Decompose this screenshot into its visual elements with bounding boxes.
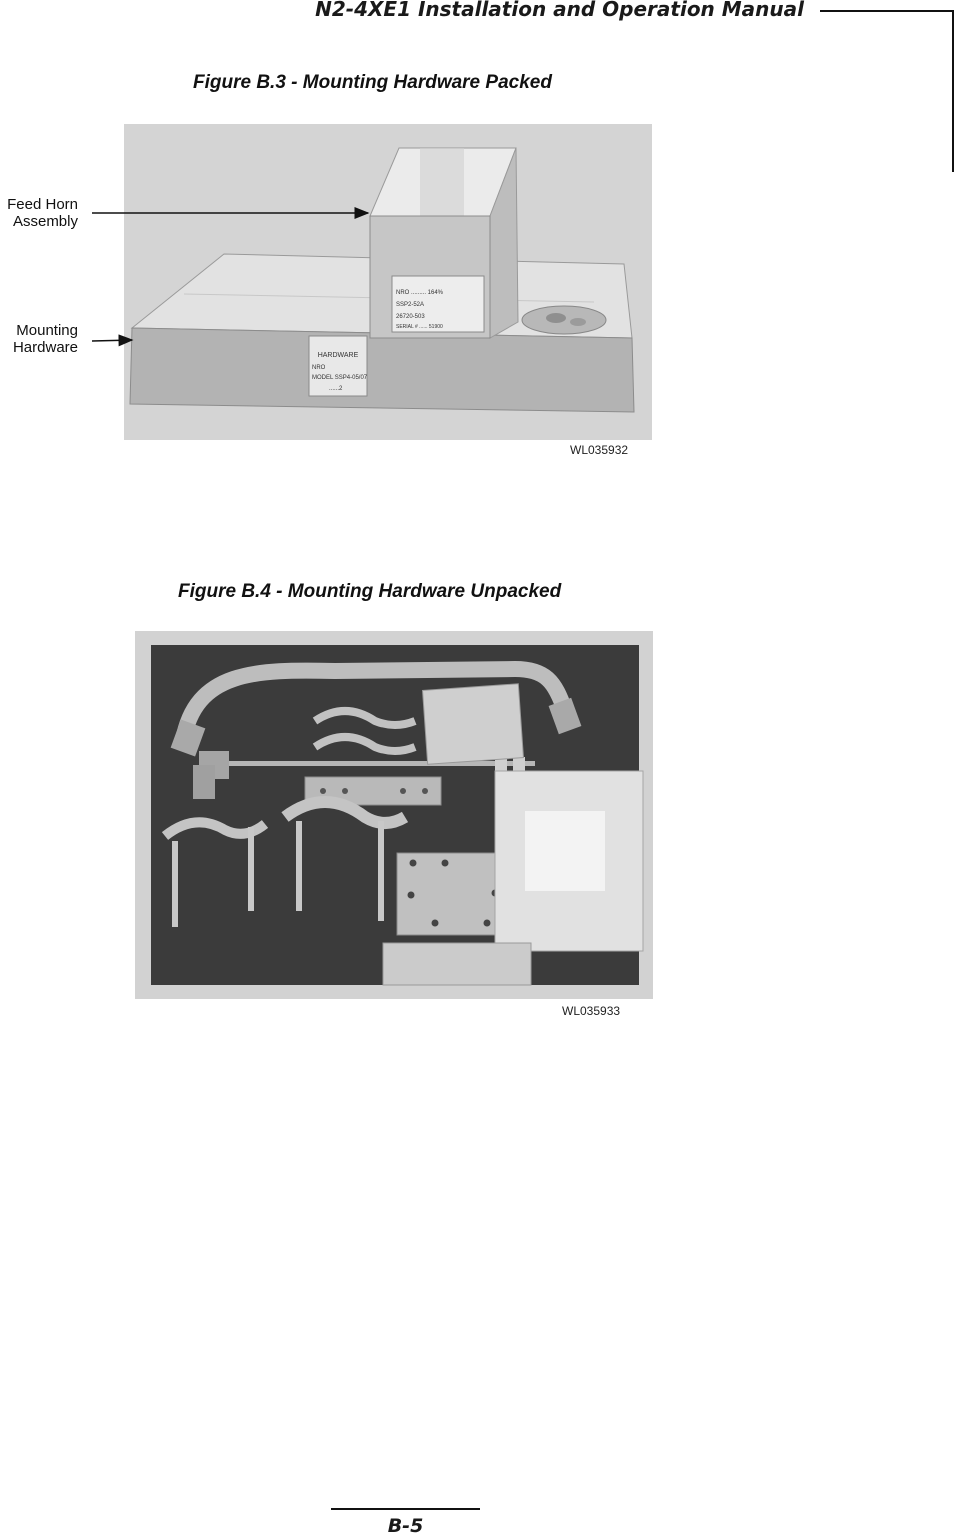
callout-arrows bbox=[88, 195, 378, 355]
running-header-title: N2-4XE1 Installation and Operation Manual bbox=[315, 0, 804, 21]
figure-b4-photo-id: WL035933 bbox=[562, 1004, 621, 1018]
footer-rule bbox=[331, 1508, 480, 1510]
small-box-label-line2: SSP2-52A bbox=[396, 302, 425, 308]
header-side-rule bbox=[952, 10, 954, 172]
small-box-label-line4: SERIAL # ...... 51900 bbox=[396, 324, 443, 330]
figure-b4-photo bbox=[135, 631, 653, 999]
page-number: B-5 bbox=[387, 1515, 424, 1537]
small-box-label-line1: NRO ......... 164% bbox=[396, 290, 444, 296]
large-box-label-line1: HARDWARE bbox=[317, 352, 359, 359]
large-box-label-line3: MODEL SSP4-05/07 bbox=[312, 375, 368, 381]
callout-feed-horn-line2: Assembly bbox=[12, 213, 78, 230]
header-rule bbox=[820, 10, 954, 12]
figure-b4-caption: Figure B.4 - Mounting Hardware Unpacked bbox=[178, 581, 562, 602]
figure-b3-photo-id: WL035932 bbox=[570, 443, 629, 457]
large-box-label-line2: NRO bbox=[312, 365, 326, 371]
callout-mounting-hardware-line1: Mounting bbox=[16, 322, 78, 339]
small-box-label-line3: 26720-503 bbox=[396, 314, 425, 320]
callout-mounting-hardware-line2: Hardware bbox=[12, 339, 78, 356]
figure-b3-caption: Figure B.3 - Mounting Hardware Packed bbox=[193, 72, 552, 93]
callout-mounting-hardware bbox=[0, 322, 78, 356]
callout-feed-horn-line1: Feed Horn bbox=[7, 196, 78, 213]
callout-feed-horn-assembly bbox=[0, 196, 78, 230]
large-box-label-line4: ......2 bbox=[329, 386, 343, 392]
